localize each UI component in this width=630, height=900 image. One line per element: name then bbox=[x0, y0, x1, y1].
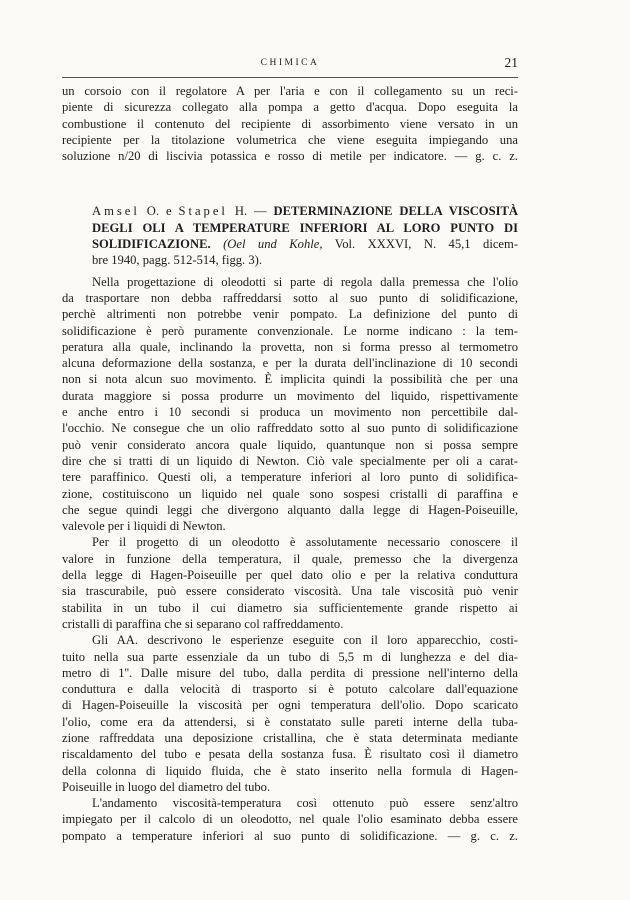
text-line: valore in funzione della temperatura, il quale, premesso che la divergenza bbox=[62, 551, 518, 566]
text-line: e anche entro i 10 secondi si produca un movimento non percettibile dal- bbox=[62, 405, 518, 420]
text-line: Poiseuille in luogo del diametro del tubo. bbox=[62, 779, 271, 794]
text-line: l'olio, come era da attendersi, si è constatato sulle pareti interne della tuba- bbox=[62, 714, 518, 729]
heading-line-4 bbox=[62, 252, 518, 268]
article-title: DETERMINAZIONE DELLA VISCOSITÀ bbox=[273, 204, 519, 219]
article-title: DEGLI OLI A TEMPERATURE INFERIORI AL LORO PUNTO DI bbox=[92, 220, 518, 235]
text-line: può venir considerato ancora quale liquido, quantunque non si possa sempre bbox=[62, 437, 518, 452]
citation: bre 1940, pagg. 512-514, figg. 3). bbox=[92, 253, 262, 268]
author-surname: Amsel bbox=[92, 204, 140, 219]
header-rule bbox=[62, 77, 518, 78]
article-title: SOLIDIFICAZIONE. bbox=[92, 237, 211, 252]
section-gap bbox=[62, 164, 518, 203]
text-line: Per il progetto di un oleodotto è assolutamente necessario conoscere il bbox=[92, 535, 518, 550]
text-line: della colonna di liquido fluida, che è stato inserito nella formula di Hagen- bbox=[62, 763, 518, 778]
text-line: metro di 1''. Dalle misure del tubo, dalla perdita di pressione nell'interno della bbox=[62, 665, 518, 680]
page-body bbox=[62, 83, 518, 844]
text-line: da trasportare non debba raffreddarsi sotto al suo punto di solidificazione, bbox=[62, 290, 518, 305]
text-line: riscaldamento del tubo e pesata della sostanza fusa. È risultato così il diametro bbox=[62, 747, 518, 762]
text-line: di Hagen-Poiseuille la viscosità per ogni temperatura dell'olio. Dopo scaricato bbox=[62, 698, 518, 713]
text-line: recipiente per la titolazione volumetrica che viene eseguita impiegando una bbox=[62, 132, 518, 147]
heading-line-1 bbox=[62, 203, 518, 219]
text-line: zione raffreddata una deposizione cristallina, che è stata determinata mediante bbox=[62, 730, 518, 745]
text-line: dire che si tratti di un liquido di Newton. Ciò vale specialmente per oli a carat- bbox=[62, 453, 518, 468]
text-line: Nella progettazione di oleodotti si parte di regola dalla premessa che l'olio bbox=[92, 274, 518, 289]
heading-dash: — bbox=[254, 204, 267, 219]
text-line: alcuna deformazione della sostanza, e per la durata dell'inclinazione di 10 secondi bbox=[62, 356, 518, 371]
text-line: conduttura e dalla velocità di trasporto si è potuto calcolare dall'equazione bbox=[62, 682, 518, 697]
page-number: 21 bbox=[504, 55, 518, 70]
text-line: soluzione n/20 di liscivia potassica e rosso di metile per indicatore. — g. c. z. bbox=[62, 149, 518, 164]
text-line: valevole per i liquidi di Newton. bbox=[62, 519, 226, 534]
heading-line-2 bbox=[62, 220, 518, 236]
article-heading bbox=[62, 203, 518, 268]
running-title: CHIMICA bbox=[260, 58, 320, 68]
text-line: L'andamento viscosità-temperatura così ottenuto può essere senz'altro bbox=[92, 796, 518, 811]
article-body bbox=[62, 274, 518, 844]
author-initial: H. bbox=[234, 204, 248, 219]
text-line: combustione il contenuto del recipiente di assorbimento viene versato in un bbox=[62, 116, 518, 131]
conjunction: e bbox=[165, 204, 172, 219]
text-line: stabilita in un tubo il cui diametro sia sufficientemente grande rispetto ai bbox=[62, 600, 518, 615]
page-header bbox=[62, 56, 518, 76]
text-line: tere paraffinico. Questi oli, a temperature inferiori al loro punto di solidifica- bbox=[62, 470, 518, 485]
text-line: l'occhio. Ne consegue che un olio raffreddato sotto al suo punto di solidificazione bbox=[62, 421, 518, 436]
text-line: impiegato per il calcolo di un oleodotto, nel quale l'olio esaminato debba essere bbox=[62, 812, 518, 827]
text-line: perchè altrimenti non potrebbe venir pompato. La definizione del punto di bbox=[62, 307, 518, 322]
text-line: della legge di Hagen-Poiseuille per quel dato olio e per la relativa conduttura bbox=[62, 568, 518, 583]
text-line: che segue quindi leggi che divergono alquanto dalla legge di Hagen-Poiseuille, bbox=[62, 502, 518, 517]
author-surname: Stapel bbox=[178, 204, 228, 219]
journal-name: (Oel und Kohle, bbox=[223, 237, 323, 252]
text-line: durata maggiore si possa produrre un movimento del liquido, rispettivamente bbox=[62, 388, 518, 403]
citation: Vol. XXXVI, N. 45,1 dicem- bbox=[334, 237, 519, 252]
text-line: Gli AA. descrivono le esperienze eseguite con il loro apparecchio, costi- bbox=[92, 633, 518, 648]
text-line: cristalli di paraffina che si separano col raffreddamento. bbox=[62, 616, 344, 631]
text-line: solidificazione è però puramente convenzionale. Le norme indicano : la tem- bbox=[62, 323, 518, 338]
heading-line-3 bbox=[62, 236, 518, 252]
author-initial: O. bbox=[146, 204, 160, 219]
text-line: tuito nella sua parte essenziale da un tubo di 5,5 m di lunghezza e del dia- bbox=[62, 649, 518, 664]
text-line: non si nota alcun suo movimento. È implicita quindi la possibilità che per una bbox=[62, 372, 518, 387]
text-line: pompato a temperature inferiori al suo punto di solidificazione. — g. c. z. bbox=[62, 828, 518, 843]
text-line: zione, costituiscono un liquido nel quale sono sospesi cristalli di paraffina e bbox=[62, 486, 518, 501]
text-line: piente di sicurezza collegato alla pompa a getto d'acqua. Dopo eseguita la bbox=[62, 100, 518, 115]
text-line: un corsoio con il regolatore A per l'aria e con il collegamento su un reci- bbox=[62, 84, 518, 98]
previous-abstract-tail bbox=[62, 83, 518, 164]
text-line: sia trascurabile, può essere considerato viscosità. Una tale viscosità può venir bbox=[62, 584, 518, 599]
text-line: peratura alla quale, inclinando la provetta, non si forma presso al termometro bbox=[62, 339, 518, 354]
